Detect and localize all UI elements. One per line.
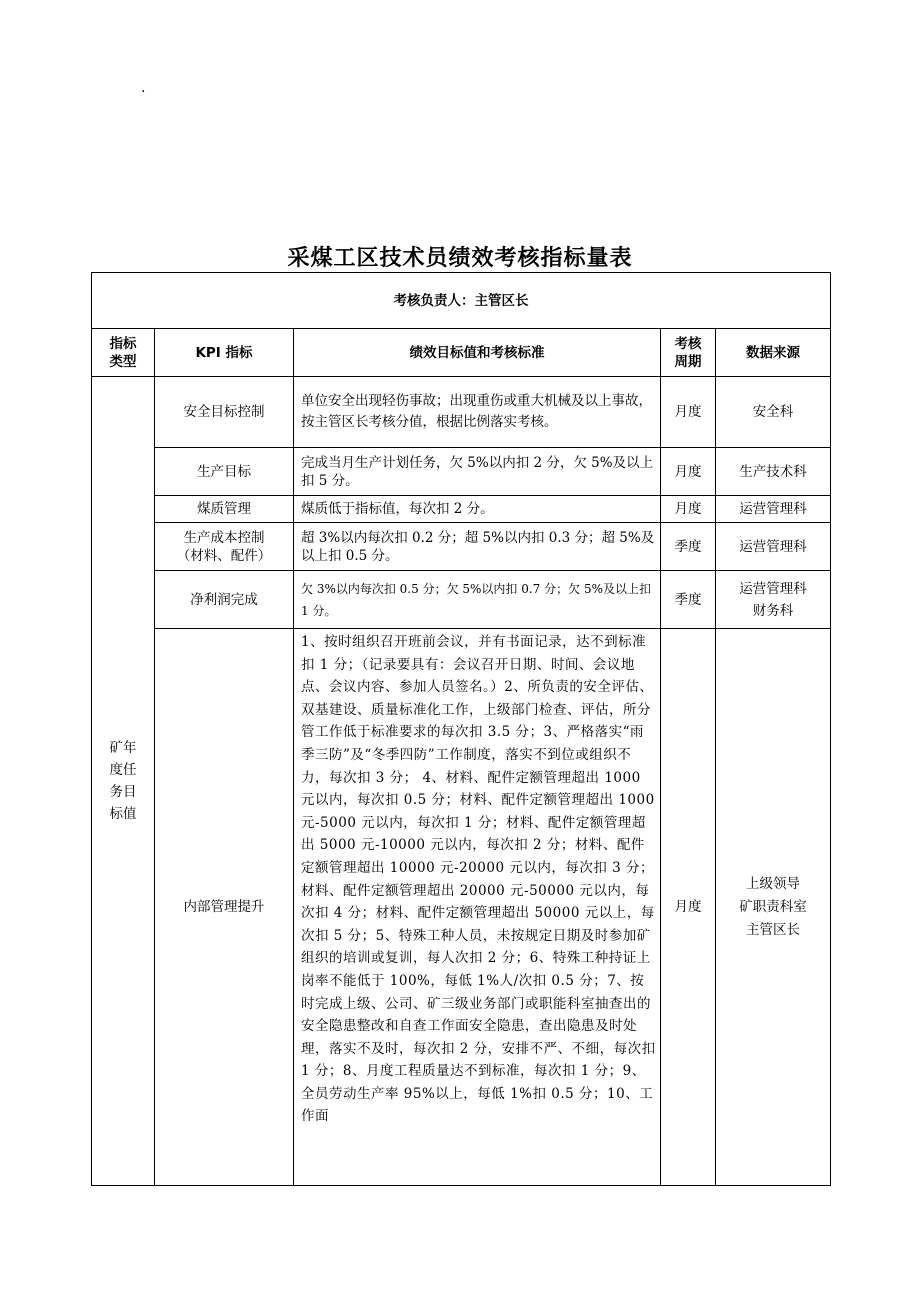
table-row	[92, 523, 831, 571]
kpi-cell: 生产成本控制 （材料、配件）	[155, 523, 294, 571]
kpi-cell: 煤质管理	[155, 496, 294, 523]
source-cell: 运营管理科 财务科	[716, 571, 831, 629]
page-title: 采煤工区技术员绩效考核指标量表	[287, 246, 633, 271]
period-cell: 月度	[661, 448, 716, 496]
col-standard-header: 绩效目标值和考核标准	[294, 329, 661, 377]
source-cell: 运营管理科	[716, 496, 831, 523]
col-period-header: 考核 周期	[661, 329, 716, 377]
page-mark: .	[141, 80, 146, 96]
period-cell: 季度	[661, 571, 716, 629]
kpi-cell: 安全目标控制	[155, 377, 294, 448]
header-row	[92, 329, 831, 377]
col-type-header: 指标 类型	[92, 329, 155, 377]
table-row	[92, 496, 831, 523]
table-row	[92, 629, 831, 1186]
source-cell: 生产技术科	[716, 448, 831, 496]
table-row	[92, 448, 831, 496]
kpi-cell: 净利润完成	[155, 571, 294, 629]
source-cell: 上级领导 矿职责科室 主管区长	[716, 629, 831, 1186]
kpi-table	[91, 272, 831, 1186]
period-cell: 月度	[661, 496, 716, 523]
col-source-header: 数据来源	[716, 329, 831, 377]
standard-cell: 1、按时组织召开班前会议，并有书面记录，达不到标准扣 1 分；（记录要具有：会议召开日期、时间、会议地点、会议内容、参加人员签名。）2、所负责的安全评估、双基建设、质量标准化工作，上级部门检查、评估，所分管工作低于标准要求的每次扣 3.5 分；3、严格落实“雨季三防”及“冬季四防”工作制度，落实不到位或组织不力，每次扣 3 分； 4、材料、配件定额管理超出 1000 元以内，每次扣 0.5 分；材料、配件定额管理超出 1000 元-5000 元以内，每次扣 1 分；材料、配件定额管理超出 5000 元-10000 元以内，每次扣 2 分；材料、配件定额管理超出 10000 元-20000 元以内，每次扣 3 分；材料、配件定额管理超出 20000 元-50000 元以内，每次扣 4 分；材料、配件定额管理超出 50000 元以上，每次扣 5 分；5、特殊工种人员，未按规定日期及时参加矿组织的培训或复训，每人次扣 2 分；6、特殊工种持证上岗率不能低于 100%，每低 1%人/次扣 0.5 分；7、按时完成上级、公司、矿三级业务部门或职能科室抽查出的安全隐患整改和自查工作面安全隐患，查出隐患及时处理，落实不及时，每次扣 2 分，安排不严、不细，每次扣 1 分；8、月度工程质量达不到标准，每次扣 1 分；9、全员劳动生产率 95%以上，每低 1%扣 0.5 分；10、工作面	[294, 629, 661, 1186]
table-row	[92, 377, 831, 448]
standard-cell: 超 3%以内每次扣 0.2 分；超 5%以内扣 0.3 分；超 5%及以上扣 0.5 分。	[294, 523, 661, 571]
source-cell: 安全科	[716, 377, 831, 448]
kpi-cell: 内部管理提升	[155, 629, 294, 1186]
category-cell: 矿年 度任 务目 标值	[92, 377, 155, 1186]
responsible-label: 考核负责人：主管区长	[92, 273, 831, 329]
period-cell: 月度	[661, 377, 716, 448]
standard-cell: 煤质低于指标值，每次扣 2 分。	[294, 496, 661, 523]
source-cell: 运营管理科	[716, 523, 831, 571]
standard-cell: 欠 3%以内每次扣 0.5 分；欠 5%以内扣 0.7 分；欠 5%及以上扣 1 分。	[294, 571, 661, 629]
col-kpi-header: KPI 指标	[155, 329, 294, 377]
responsible-row	[92, 273, 831, 329]
standard-cell: 完成当月生产计划任务，欠 5%以内扣 2 分，欠 5%及以上扣 5 分。	[294, 448, 661, 496]
kpi-cell: 生产目标	[155, 448, 294, 496]
standard-cell: 单位安全出现轻伤事故；出现重伤或重大机械及以上事故，按主管区长考核分值，根据比例落实考核。	[294, 377, 661, 448]
table-row	[92, 571, 831, 629]
period-cell: 季度	[661, 523, 716, 571]
period-cell: 月度	[661, 629, 716, 1186]
